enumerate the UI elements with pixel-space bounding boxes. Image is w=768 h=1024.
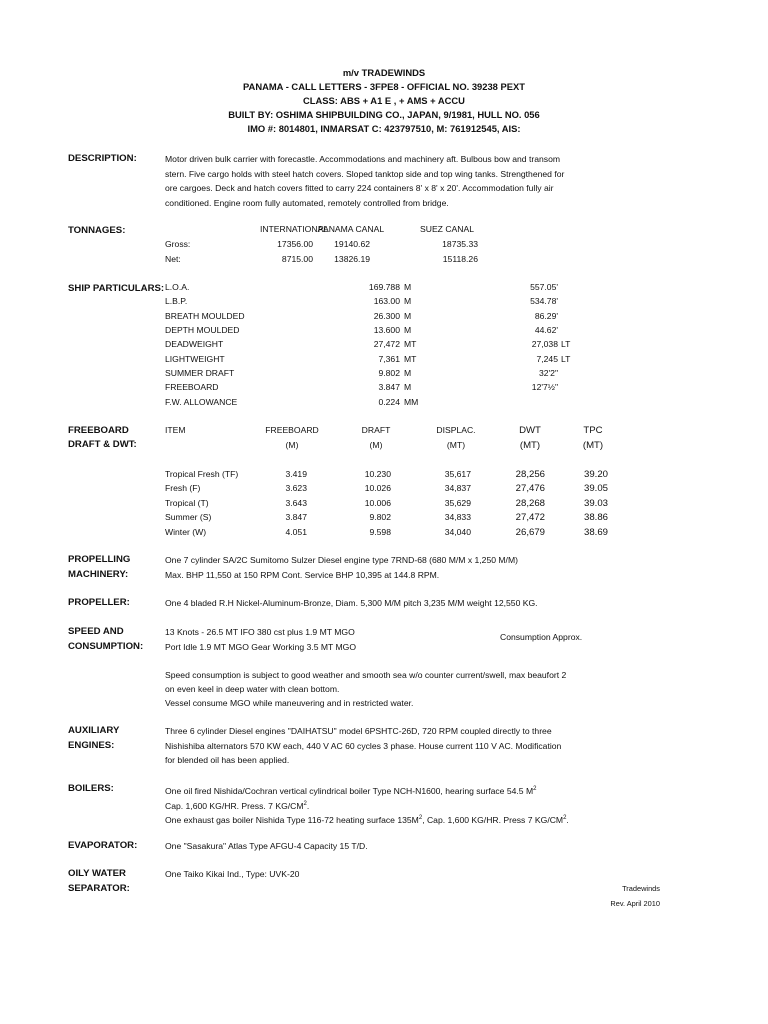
particular-imperial-unit: LT — [561, 353, 571, 364]
tonnage-value: 8715.00 — [281, 254, 313, 264]
propelling-line: One 7 cylinder SA/2C Sumitomo Sulzer Diesel engine type 7RND-68 (680 M/M x 1,250 M/M) — [165, 555, 518, 565]
auxiliary-label: AUXILIARY — [68, 725, 120, 736]
footer-revision: Rev. April 2010 — [610, 899, 660, 908]
freeboard-cell: 28,256 — [515, 469, 545, 480]
particular-metric: 13.600 — [373, 325, 400, 336]
speed-label: SPEED AND — [68, 626, 124, 637]
particular-name: DEADWEIGHT — [165, 339, 224, 350]
particular-metric-unit: M — [404, 368, 412, 379]
particular-metric-unit: MM — [404, 396, 419, 407]
particular-metric-unit: M — [404, 296, 412, 307]
freeboard-cell: 9.598 — [369, 526, 391, 537]
tonnage-value: 17356.00 — [277, 239, 313, 249]
machinery-label: MACHINERY: — [68, 569, 129, 580]
freeboard-cell: 39.05 — [583, 483, 608, 495]
freeboard-cell: 3.847 — [285, 512, 307, 523]
freeboard-cell: 38.69 — [583, 526, 608, 538]
freeboard-row-item: Summer (S) — [165, 512, 212, 523]
propeller-text: One 4 bladed R.H Nickel-Aluminum-Bronze, Diam. 5,300 M/M pitch 3,235 M/M weight 12,550 KG. — [165, 598, 538, 608]
particular-metric: 9.802 — [378, 368, 400, 379]
particular-imperial: 44.62' — [534, 325, 558, 336]
speed-note: Speed consumption is subject to good weather and smooth sea w/o counter current/swell, max beaufort 2 — [165, 670, 567, 680]
freeboard-cell: 3.419 — [285, 469, 307, 479]
freeboard-cell: 27,472 — [515, 512, 545, 524]
speed-line: Port Idle 1.9 MT MGO Gear Working 3.5 MT MGO — [165, 642, 357, 652]
oily-water-text: One Taiko Kikai Ind., Type: UVK-20 — [165, 869, 300, 879]
auxiliary-line: Three 6 cylinder Diesel engines "DAIHATSU" model 6PSHTC-26D, 720 RPM coupled directly to three — [165, 726, 552, 736]
freeboard-row-item: Winter (W) — [165, 526, 207, 537]
particular-metric: 27,472 — [373, 339, 400, 350]
speed-note: Vessel consume MGO while maneuvering and in restricted water. — [165, 698, 414, 708]
freeboard-cell: 34,837 — [444, 483, 471, 494]
freeboard-cell: 34,833 — [444, 512, 471, 523]
particulars-label: SHIP PARTICULARS: — [68, 283, 165, 294]
auxiliary-line: Nishishiba alternators 570 KW each, 440 V AC 60 cycles 3 phase. House current 110 V AC. Modification — [165, 741, 562, 751]
speed-line: 13 Knots - 26.5 MT IFO 380 cst plus 1.9 MT MGO — [165, 627, 355, 637]
particular-metric-unit: M — [404, 382, 412, 393]
particular-imperial-unit: LT — [561, 339, 571, 350]
freeboard-col-unit: (MT) — [582, 440, 604, 451]
freeboard-cell: 34,040 — [444, 526, 471, 537]
particular-metric: 0.224 — [378, 396, 400, 407]
description-line: conditioned. Engine room fully automated, remotely controlled from bridge. — [165, 197, 449, 208]
engines-label: ENGINES: — [68, 740, 115, 751]
particular-metric: 3.847 — [378, 382, 400, 393]
consumption-label: CONSUMPTION: — [68, 641, 144, 652]
freeboard-cell: 39.03 — [583, 497, 608, 509]
class-line: CLASS: ABS + A1 E , + AMS + ACCU — [303, 95, 465, 106]
particular-imperial: 557.05' — [530, 282, 558, 292]
freeboard-cell: 9.802 — [369, 512, 391, 523]
freeboard-cell: 10.230 — [364, 469, 391, 479]
freeboard-col-header: ITEM — [165, 425, 186, 435]
tonnage-value: 15118.26 — [442, 254, 478, 264]
freeboard-col-header: DISPLAC. — [436, 425, 476, 435]
freeboard-row-item: Tropical (T) — [165, 497, 209, 508]
tonnage-row-net: Net: — [165, 254, 181, 264]
tonnage-col-panama: PANAMA CANAL — [317, 224, 385, 234]
draft-dwt-label: DRAFT & DWT: — [68, 439, 137, 450]
oily-water-label: OILY WATER — [68, 868, 126, 879]
footer-name: Tradewinds — [622, 884, 660, 893]
particular-metric-unit: MT — [404, 339, 417, 350]
separator-label: SEPARATOR: — [68, 883, 130, 894]
propelling-line: Max. BHP 11,550 at 150 RPM Cont. Service BHP 10,395 at 144.8 RPM. — [165, 570, 440, 580]
freeboard-cell: 10.006 — [364, 497, 391, 508]
tonnages-label: TONNAGES: — [68, 225, 126, 236]
freeboard-row-item: Tropical Fresh (TF) — [165, 469, 239, 479]
tonnage-value: 18735.33 — [442, 239, 478, 249]
particular-metric: 169.788 — [368, 282, 400, 292]
auxiliary-line: for blended oil has been applied. — [165, 755, 290, 765]
description-label: DESCRIPTION: — [68, 153, 137, 164]
freeboard-cell: 35,629 — [444, 497, 471, 508]
particular-metric-unit: M — [404, 282, 412, 292]
particular-name: BREATH MOULDED — [165, 310, 245, 321]
freeboard-cell: 28,268 — [515, 497, 545, 509]
particular-metric: 163.00 — [373, 296, 400, 307]
tonnage-col-suez: SUEZ CANAL — [420, 224, 474, 234]
description-line: stern. Five cargo holds with steel hatch covers. Sloped tanktop side and top wing tanks. Strengthened for — [165, 168, 565, 179]
particular-imperial: 27,038 — [531, 339, 558, 350]
freeboard-cell: 3.643 — [285, 497, 307, 508]
freeboard-col-header: FREEBOARD — [265, 425, 319, 435]
freeboard-col-unit: (MT) — [446, 440, 466, 450]
propeller-label: PROPELLER: — [68, 597, 130, 608]
description-line: Motor driven bulk carrier with forecastle. Accommodations and machinery aft. Bulbous bow and transom — [165, 154, 561, 164]
particular-metric: 7,361 — [378, 353, 400, 364]
freeboard-cell: 27,476 — [515, 483, 545, 495]
evaporator-label: EVAPORATOR: — [68, 840, 138, 851]
builder-line: BUILT BY: OSHIMA SHIPBUILDING CO., JAPAN, 9/1981, HULL NO. 056 — [228, 109, 540, 120]
freeboard-label: FREEBOARD — [68, 425, 129, 436]
freeboard-cell: 3.623 — [285, 483, 307, 494]
particular-name: FREEBOARD — [165, 382, 219, 393]
particular-imperial: 32'2" — [538, 368, 558, 379]
freeboard-col-header: TPC — [583, 425, 603, 436]
particular-metric-unit: M — [404, 325, 412, 336]
freeboard-cell: 4.051 — [285, 526, 307, 537]
particular-name: L.B.P. — [165, 296, 188, 307]
freeboard-cell: 39.20 — [583, 469, 608, 480]
particular-name: DEPTH MOULDED — [165, 325, 240, 336]
freeboard-col-unit: (M) — [369, 440, 383, 450]
tonnage-value: 13826.19 — [334, 254, 370, 264]
freeboard-col-header: DRAFT — [361, 425, 391, 435]
particular-name: LIGHTWEIGHT — [165, 353, 225, 364]
freeboard-row-item: Fresh (F) — [165, 483, 201, 494]
call-letters-line: PANAMA - CALL LETTERS - 3FPE8 - OFFICIAL NO. 39238 PEXT — [243, 81, 525, 92]
particular-imperial: 534.78' — [530, 296, 558, 307]
boiler-line: One exhaust gas boiler Nishida Type 116-72 heating surface $135M^2$, Cap. 1,600 KG/HR. Press 7 $KG/CM^2$. — [165, 814, 569, 825]
particular-name: F.W. ALLOWANCE — [165, 396, 238, 407]
particular-imperial: 12'7½" — [531, 382, 558, 393]
boiler-line: One oil fired Nishida/Cochran vertical cylindrical boiler Type NCH-N1600, hearing surface 54.5 $M^2$ — [165, 785, 537, 796]
freeboard-col-unit: (MT) — [519, 440, 541, 451]
speed-note: on even keel in deep water with clean bottom. — [165, 684, 340, 694]
freeboard-cell: 26,679 — [515, 526, 545, 538]
vessel-name: m/v TRADEWINDS — [342, 67, 426, 78]
freeboard-col-unit: (M) — [285, 440, 299, 450]
consumption-approx: Consumption Approx. — [500, 632, 583, 642]
description-line: ore cargoes. Deck and hatch covers fitted to carry 224 containers 8' x 8' x 20'. Accommodation fully air — [165, 183, 554, 193]
tonnage-row-gross: Gross: — [165, 239, 191, 249]
tonnage-value: 19140.62 — [334, 239, 370, 249]
evaporator-text: One "Sasakura" Atlas Type AFGU-4 Capacity 15 T/D. — [165, 841, 368, 851]
particular-metric-unit: M — [404, 310, 412, 321]
particular-name: SUMMER DRAFT — [165, 368, 235, 379]
propelling-label: PROPELLING — [68, 554, 131, 565]
particular-name: L.O.A. — [165, 282, 190, 292]
particular-imperial: 7,245 — [536, 353, 558, 364]
freeboard-col-header: DWT — [519, 425, 541, 436]
freeboard-cell: 38.86 — [583, 512, 608, 524]
particular-metric: 26.300 — [373, 310, 400, 321]
particular-metric-unit: MT — [404, 353, 417, 364]
freeboard-cell: 35,617 — [444, 469, 471, 479]
boilers-label: BOILERS: — [68, 783, 114, 794]
tonnage-col-international: INTERNATIONAL — [259, 224, 329, 234]
imo-line: IMO #: 8014801, INMARSAT C: 423797510, M: 761912545, AIS: — [247, 123, 521, 134]
particular-imperial: 86.29' — [534, 310, 558, 321]
freeboard-cell: 10.026 — [364, 483, 391, 494]
boiler-line: Cap. 1,600 KG/HR. Press. 7 $KG/CM^2$. — [165, 800, 310, 811]
